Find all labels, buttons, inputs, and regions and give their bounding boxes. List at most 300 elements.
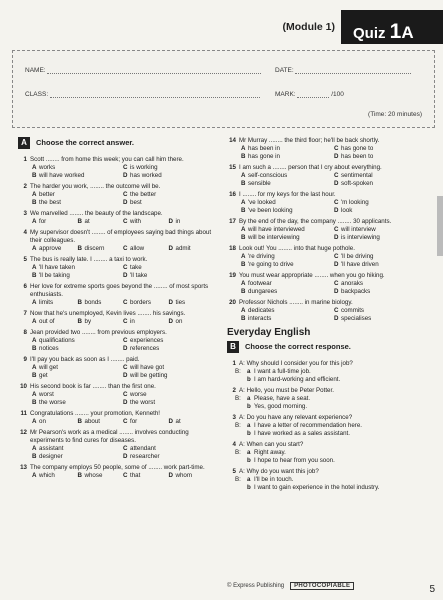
question-text: Congratulations ........ your promotion, Kenneth!	[30, 410, 161, 417]
answer-option[interactable]	[78, 218, 124, 226]
response-option[interactable]	[227, 457, 427, 465]
question-text: The bus is really late. I ........ a taxi to work.	[30, 256, 148, 263]
question-text: The harder you work, ........ the outcome will be.	[30, 183, 161, 190]
dialogue-item	[227, 441, 427, 465]
answer-option[interactable]	[32, 299, 78, 307]
question-stem	[227, 164, 427, 172]
speaker-label: B:	[235, 476, 241, 483]
question-stem	[18, 229, 214, 245]
question-text: I'll pay you back as soon as I ........ paid.	[30, 356, 140, 363]
question-stem	[227, 191, 427, 199]
option-letter: D	[123, 453, 128, 460]
question-item	[227, 191, 427, 215]
answer-option[interactable]	[78, 245, 124, 253]
dialogue-item	[227, 360, 427, 384]
dialogue-item	[227, 468, 427, 492]
question-number: 9	[23, 356, 27, 363]
question-stem	[227, 245, 427, 253]
module-label: (Module 1)	[282, 21, 335, 33]
option-text: will be interviewing	[248, 234, 300, 241]
question-number: 14	[229, 137, 236, 144]
answer-options	[18, 445, 214, 461]
section-a-left	[18, 137, 214, 483]
response-option[interactable]	[227, 484, 427, 492]
answer-options	[18, 299, 214, 307]
answer-option[interactable]	[334, 145, 427, 153]
option-text: has gone in	[248, 153, 280, 160]
option-text: notices	[39, 345, 59, 352]
option-text: I have worked as a sales assistant.	[254, 430, 350, 437]
question-number: 4	[23, 229, 27, 236]
answer-options	[227, 172, 427, 188]
question-item	[18, 229, 214, 253]
option-text: in	[130, 318, 135, 325]
answer-option[interactable]	[169, 299, 215, 307]
answer-option[interactable]	[241, 226, 334, 234]
option-letter: b	[247, 430, 251, 437]
option-letter: B	[32, 199, 37, 206]
answer-options	[18, 218, 214, 226]
option-text: will interview	[341, 226, 376, 233]
option-text: 'll be taking	[39, 272, 70, 279]
option-text: look	[341, 207, 353, 214]
option-text: 'll be driving	[341, 253, 374, 260]
question-text: By the end of the day, the company ........ 30 applicants.	[239, 218, 392, 225]
option-letter: A	[32, 337, 37, 344]
dialogue-prompt	[227, 468, 427, 476]
question-number: 3	[23, 210, 27, 217]
dialogue-number: 5	[232, 468, 236, 475]
option-letter: D	[168, 299, 173, 306]
option-text: has been to	[341, 153, 374, 160]
option-text: assistant	[39, 445, 64, 452]
question-text: Her love for extreme sports goes beyond the ........ of most sports enthusiasts.	[30, 283, 209, 298]
option-text: the worst	[130, 399, 156, 406]
question-number: 19	[229, 272, 236, 279]
option-letter: B	[241, 153, 246, 160]
option-text: designer	[39, 453, 63, 460]
answer-option[interactable]	[123, 345, 214, 353]
question-item	[18, 183, 214, 207]
question-stem	[18, 256, 214, 264]
answer-option[interactable]	[241, 207, 334, 215]
option-text: experiences	[130, 337, 164, 344]
option-letter: B	[77, 418, 82, 425]
option-text: 're driving	[248, 253, 275, 260]
option-letter: C	[123, 264, 128, 271]
option-text: footwear	[248, 280, 272, 287]
publisher-credit: © Express Publishing	[227, 583, 285, 589]
dialogue-prompt	[227, 387, 427, 395]
option-letter: A	[241, 253, 246, 260]
name-label: NAME:	[25, 67, 46, 74]
option-text: whom	[175, 472, 193, 479]
option-text: take	[130, 264, 142, 271]
option-text: will get	[39, 364, 58, 371]
option-text: approve	[39, 245, 62, 252]
answer-option[interactable]	[123, 391, 214, 399]
option-text: bonds	[84, 299, 102, 306]
answer-option[interactable]	[32, 418, 78, 426]
question-item	[18, 329, 214, 353]
answer-option[interactable]	[241, 199, 334, 207]
answer-option[interactable]	[123, 399, 214, 407]
option-letter: C	[334, 199, 339, 206]
question-item	[227, 245, 427, 269]
option-text: that	[130, 472, 141, 479]
option-letter: A	[32, 245, 37, 252]
section-b-header	[227, 341, 427, 353]
answer-option[interactable]	[334, 315, 427, 323]
answer-option[interactable]	[32, 345, 123, 353]
quiz-letter: A	[401, 23, 414, 42]
option-text: will have worked	[39, 172, 85, 179]
option-text: will have got	[130, 364, 165, 371]
option-letter: B	[32, 172, 37, 179]
name-field[interactable]	[47, 68, 261, 74]
option-text: Yes, good morning.	[254, 403, 308, 410]
question-item	[227, 164, 427, 188]
answer-option[interactable]	[123, 418, 169, 426]
option-text: researcher	[130, 453, 160, 460]
answer-option[interactable]	[78, 318, 124, 326]
dialogue-number: 3	[232, 414, 236, 421]
answer-options	[18, 337, 214, 353]
answer-option[interactable]	[123, 272, 214, 280]
answer-options	[18, 318, 214, 326]
answer-option[interactable]	[241, 288, 334, 296]
option-text: I want to gain experience in the hotel industry.	[254, 484, 380, 491]
option-text: out of	[39, 318, 55, 325]
option-letter: C	[123, 472, 128, 479]
question-stem	[18, 183, 214, 191]
answer-option[interactable]	[241, 307, 334, 315]
answer-option[interactable]	[32, 453, 123, 461]
question-stem	[18, 429, 214, 445]
question-number: 17	[229, 218, 236, 225]
option-text: 've been looking	[248, 207, 293, 214]
answer-option[interactable]	[241, 234, 334, 242]
photocopiable-badge: PHOTOCOPIABLE	[290, 582, 354, 590]
option-text: borders	[130, 299, 151, 306]
option-letter: C	[123, 318, 128, 325]
answer-option[interactable]	[241, 172, 334, 180]
option-letter: C	[123, 364, 128, 371]
option-letter: B	[77, 245, 82, 252]
answer-option[interactable]	[123, 199, 214, 207]
answer-option[interactable]	[32, 364, 123, 372]
answer-option[interactable]	[169, 218, 215, 226]
option-text: I hope to hear from you soon.	[254, 457, 335, 464]
answer-option[interactable]	[123, 299, 169, 307]
page-number: 5	[429, 584, 435, 595]
option-letter: B	[32, 453, 37, 460]
option-text: backpacks	[341, 288, 371, 295]
question-text: I am such a ........ person that I cry about everything.	[239, 164, 382, 171]
answer-options	[18, 245, 214, 253]
answer-options	[227, 307, 427, 323]
quiz-title	[341, 10, 443, 44]
option-text: has worked	[130, 172, 162, 179]
question-number: 1	[23, 156, 27, 163]
answer-option[interactable]	[123, 164, 214, 172]
answer-option[interactable]	[241, 253, 334, 261]
question-item	[18, 429, 214, 461]
answer-option[interactable]	[334, 280, 427, 288]
question-text: Scott ........ from home this week; you can call him there.	[30, 156, 184, 163]
option-text: is working	[130, 164, 158, 171]
answer-option[interactable]	[123, 472, 169, 480]
response-option[interactable]	[227, 476, 427, 484]
answer-option[interactable]	[32, 199, 123, 207]
option-letter: C	[123, 218, 128, 225]
question-text: Now that he's unemployed, Kevin lives ........ his savings.	[30, 310, 186, 317]
page-edge-tab	[437, 196, 443, 256]
question-number: 18	[229, 245, 236, 252]
option-text: will have interviewed	[248, 226, 305, 233]
response-option[interactable]	[227, 368, 427, 376]
time-limit: (Time: 20 minutes)	[368, 111, 422, 118]
option-letter: C	[123, 245, 128, 252]
answer-option[interactable]	[32, 472, 78, 480]
section-a-header	[18, 137, 214, 149]
answer-option[interactable]	[334, 199, 427, 207]
answer-option[interactable]	[123, 372, 214, 380]
answer-option[interactable]	[123, 218, 169, 226]
response-option[interactable]	[227, 376, 427, 384]
question-stem	[227, 272, 427, 280]
option-letter: D	[168, 245, 173, 252]
answer-option[interactable]	[32, 372, 123, 380]
answer-option[interactable]	[241, 180, 334, 188]
answer-option[interactable]	[32, 337, 123, 345]
question-stem	[227, 137, 427, 145]
option-text: ties	[175, 299, 186, 306]
answer-option[interactable]	[78, 472, 124, 480]
option-text: works	[39, 164, 56, 171]
option-letter: B	[241, 180, 246, 187]
option-letter: A	[32, 299, 37, 306]
speaker-label: B:	[235, 395, 241, 402]
option-text: the better	[130, 191, 157, 198]
speaker-label: B:	[235, 368, 241, 375]
answer-options	[227, 199, 427, 215]
answer-option[interactable]	[334, 234, 427, 242]
answer-option[interactable]	[32, 445, 123, 453]
response-option[interactable]	[227, 430, 427, 438]
option-letter: D	[334, 180, 339, 187]
option-letter: C	[334, 280, 339, 287]
answer-option[interactable]	[241, 145, 334, 153]
option-letter: D	[168, 472, 173, 479]
option-letter: D	[168, 418, 173, 425]
option-letter: C	[334, 253, 339, 260]
name-row	[25, 67, 261, 74]
option-text: has been in	[248, 145, 280, 152]
answer-option[interactable]	[334, 307, 427, 315]
answer-option[interactable]	[334, 172, 427, 180]
answer-option[interactable]	[123, 191, 214, 199]
answer-option[interactable]	[32, 164, 123, 172]
response-option[interactable]	[227, 422, 427, 430]
answer-option[interactable]	[123, 453, 214, 461]
answer-option[interactable]	[123, 264, 214, 272]
dialogue-number: 4	[232, 441, 236, 448]
option-letter: A	[32, 418, 37, 425]
question-number: 6	[23, 283, 27, 290]
mark-row	[275, 91, 344, 98]
option-letter: D	[168, 318, 173, 325]
option-letter: B	[241, 234, 246, 241]
option-text: about	[84, 418, 100, 425]
option-text: commits	[341, 307, 365, 314]
answer-option[interactable]	[32, 218, 78, 226]
answer-option[interactable]	[123, 445, 214, 453]
option-letter: C	[123, 445, 128, 452]
answer-option[interactable]	[334, 261, 427, 269]
answer-option[interactable]	[241, 153, 334, 161]
response-option[interactable]	[227, 403, 427, 411]
option-letter: D	[168, 218, 173, 225]
option-letter: A	[32, 472, 37, 479]
option-letter: B	[77, 299, 82, 306]
option-text: Right away.	[254, 449, 286, 456]
question-item	[227, 299, 427, 323]
section-a-title: Choose the correct answer.	[36, 138, 134, 147]
option-text: allow	[130, 245, 145, 252]
mark-total: /100	[331, 91, 344, 98]
answer-option[interactable]	[123, 337, 214, 345]
option-letter: A	[241, 199, 246, 206]
quiz-label: Quiz	[353, 25, 386, 42]
option-text: limits	[39, 299, 54, 306]
option-text: sentimental	[341, 172, 373, 179]
option-letter: b	[247, 484, 251, 491]
option-letter: D	[334, 288, 339, 295]
answer-option[interactable]	[32, 272, 123, 280]
answer-option[interactable]	[32, 172, 123, 180]
question-text: Mr Pearson's work as a medical ........ involves conducting experiments to find cures for diseases.	[30, 429, 189, 444]
dialogue-question: A: When can you start?	[239, 441, 304, 448]
option-text: specialises	[341, 315, 372, 322]
option-letter: A	[32, 264, 37, 271]
option-text: on	[39, 418, 46, 425]
answer-option[interactable]	[169, 245, 215, 253]
question-number: 15	[229, 164, 236, 171]
answer-option[interactable]	[32, 191, 123, 199]
dialogue-list	[227, 360, 427, 492]
option-letter: B	[241, 261, 246, 268]
response-option[interactable]	[227, 449, 427, 457]
class-field[interactable]	[50, 92, 260, 98]
dialogue-prompt	[227, 441, 427, 449]
answer-option[interactable]	[334, 153, 427, 161]
answer-option[interactable]	[334, 207, 427, 215]
option-letter: D	[334, 207, 339, 214]
dialogue-question: A: Hello, you must be Peter Potter.	[239, 387, 334, 394]
answer-options	[227, 253, 427, 269]
answer-options	[18, 191, 214, 207]
quiz-number: 1	[389, 20, 402, 43]
answer-option[interactable]	[32, 399, 123, 407]
question-number: 12	[20, 429, 27, 436]
option-text: 've looked	[248, 199, 276, 206]
question-stem	[18, 283, 214, 299]
option-letter: D	[334, 234, 339, 241]
question-item	[18, 410, 214, 426]
option-letter: b	[247, 376, 251, 383]
answer-option[interactable]	[32, 391, 123, 399]
question-number: 16	[229, 191, 236, 198]
option-text: for	[130, 418, 138, 425]
option-text: interacts	[248, 315, 272, 322]
dialogue-number: 1	[232, 360, 236, 367]
date-field[interactable]	[295, 68, 411, 74]
question-list-left	[18, 156, 214, 480]
answer-options	[18, 164, 214, 180]
answer-option[interactable]	[169, 472, 215, 480]
option-text: the best	[39, 199, 62, 206]
answer-option[interactable]	[123, 318, 169, 326]
answer-options	[18, 364, 214, 380]
answer-option[interactable]	[123, 172, 214, 180]
everyday-english-title: Everyday English	[227, 327, 311, 338]
question-stem	[227, 299, 427, 307]
answer-option[interactable]	[334, 180, 427, 188]
answer-option[interactable]	[334, 253, 427, 261]
dialogue-question: A: Do you have any relevant experience?	[239, 414, 353, 421]
answer-option[interactable]	[32, 245, 78, 253]
option-letter: B	[32, 272, 37, 279]
question-text: Look out! You ........ into that huge pothole.	[239, 245, 355, 252]
answer-option[interactable]	[32, 264, 123, 272]
option-letter: A	[241, 226, 246, 233]
answer-option[interactable]	[334, 226, 427, 234]
answer-option[interactable]	[123, 245, 169, 253]
option-text: worse	[130, 391, 147, 398]
response-option[interactable]	[227, 395, 427, 403]
question-stem	[18, 210, 214, 218]
option-letter: D	[123, 372, 128, 379]
option-letter: A	[32, 364, 37, 371]
answer-option[interactable]	[123, 364, 214, 372]
answer-option[interactable]	[169, 318, 215, 326]
answer-option[interactable]	[241, 315, 334, 323]
question-text: You must wear appropriate ........ when you go hiking.	[239, 272, 385, 279]
section-a-right	[227, 137, 427, 495]
answer-option[interactable]	[78, 299, 124, 307]
option-text: get	[39, 372, 48, 379]
option-letter: A	[32, 318, 37, 325]
answer-option[interactable]	[32, 318, 78, 326]
answer-option[interactable]	[334, 288, 427, 296]
option-letter: a	[247, 368, 251, 375]
option-text: anoraks	[341, 280, 364, 287]
option-text: attendant	[130, 445, 156, 452]
question-number: 10	[20, 383, 27, 390]
answer-option[interactable]	[241, 280, 334, 288]
question-number: 7	[23, 310, 27, 317]
answer-options	[18, 264, 214, 280]
question-number: 20	[229, 299, 236, 306]
option-text: the worse	[39, 399, 66, 406]
answer-option[interactable]	[241, 261, 334, 269]
option-letter: D	[123, 345, 128, 352]
answer-option[interactable]	[78, 418, 124, 426]
mark-field[interactable]	[297, 92, 329, 98]
answer-option[interactable]	[169, 418, 215, 426]
option-letter: A	[32, 218, 37, 225]
